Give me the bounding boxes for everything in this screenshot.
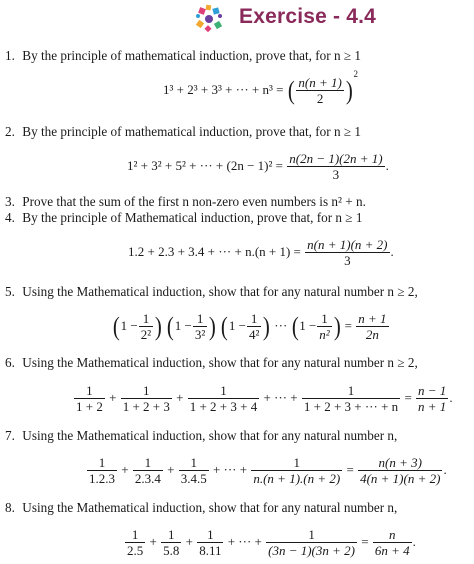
term-one: 1 − [120,317,138,333]
left-paren: ( [287,76,295,105]
numerator: 1 [144,455,152,470]
item-text: Prove that the sum of the first n non-zero even numbers is n² + n. [22,194,366,209]
plus: + [109,389,117,405]
result-fraction [356,312,388,342]
denominator: n.(n + 1).(n + 2) [253,471,341,486]
result-fraction [358,456,442,486]
formula-2: 1² + 3² + 5² + ··· + (2n − 1)² = $\frac{n(2n - 1)(2n + 1)}{3}$ . [127,151,389,182]
item-number: 1. [5,48,15,63]
fraction-1 [139,312,153,342]
denominator: 3 [305,252,389,268]
formula-1 [163,68,359,106]
item-text: Using the Mathematical induction, show that for any natural number n, [22,500,398,515]
denominator: 5.8 [163,543,180,558]
exercise-item-7 [5,428,397,444]
formula-7: $\frac{1}{1.2.3}$ + $\frac{1}{2.3.4}$ + $\frac{1}{3.4.5}$ + ··· + $\frac{1}{n.(n + 1).(n + 2)}$ = $\frac{n(n + 3)}{4(n + 1)(n + 2)}$ . [89,455,447,486]
item-number: 8. [5,500,15,515]
term-one: 1 − [228,317,246,333]
term-one: 1 − [299,317,317,333]
exercise-item-4 [5,210,362,226]
item-number: 6. [5,355,15,370]
denominator: 2² [140,327,152,342]
denominator: 3 [287,166,384,182]
denominator: 1 + 2 + 3 [122,399,170,414]
denominator: n + 1 [418,399,447,414]
chapter-logo-icon [193,4,225,34]
exponent: 2 [353,68,359,79]
denominator: 2n [356,326,388,342]
denominator: n² [319,327,330,342]
exercise-item-2 [5,124,361,140]
formula-4: 1.2 + 2.3 + 3.4 + ··· + n.(n + 1) = $\frac{n(n + 1)(n + 2)}{3}$ . [128,237,394,268]
formula-fraction [305,238,389,268]
equals: = [346,461,354,477]
fraction-4 [302,384,400,414]
formula-8: $\frac{1}{2.5}$ + $\frac{1}{5.8}$ + $\frac{1}{8.11}$ + ··· + $\frac{1}{(3n - 1)(3n + 2)}$ = $\frac{n}{6n + 4}$ . [127,527,416,558]
plus: + [149,533,157,549]
numerator: 1 [190,455,197,470]
formula-6: $\frac{1}{1 + 2}$ + $\frac{1}{1 + 2 + 3}$ + $\frac{1}{1 + 2 + 3 + 4}$ + ··· + $\frac{1}{1 + 2 + 3 + \cdot\cdot\cdot + n}$ = $\frac{n - 1}{n + 1}$ . [76,383,453,414]
page-header [0,2,474,36]
numerator: n + 1 [358,311,387,326]
page-title: Exercise - 4.4 [239,5,377,28]
item-number: 2. [5,124,15,139]
numerator: 1 [207,527,214,542]
item-text: By the principle of Mathematical induction, prove that, for n ≥ 1 [22,210,363,225]
ellipsis: + ··· + [227,533,262,549]
numerator: 1 [293,455,301,470]
denominator: 6n + 4 [374,543,410,558]
fraction-4 [251,456,342,486]
result-fraction [416,384,448,414]
numerator: n(n + 3) [378,455,422,470]
equals: = [344,317,352,333]
numerator: 1 [167,527,175,542]
plus: + [176,389,184,405]
numerator: 1 [131,527,139,542]
denominator: 2.5 [127,543,144,558]
fraction-1 [74,384,105,414]
fraction-3 [247,312,261,342]
numerator: 1 [347,383,355,398]
formula-lhs: 1.2 + 2.3 + 3.4 + ··· + n.(n + 1) = [128,243,301,259]
item-text: Using the Mathematical induction, show that for any natural number n ≥ 2, [22,355,418,370]
denominator: 2.3.4 [134,471,161,486]
denominator: 1.2.3 [89,471,115,486]
numerator: 1 [142,311,150,326]
exercise-item-3 [5,194,366,210]
numerator: 1 [196,311,204,326]
equals: = [404,389,412,405]
fraction-2 [193,312,207,342]
item-number: 5. [5,284,15,299]
fraction-1 [125,528,145,558]
item-number: 7. [5,428,15,443]
item-text: Using the Mathematical induction, show that for any natural number n ≥ 2, [22,284,418,299]
denominator: 1 + 2 + 3 + ··· + n [303,399,399,414]
denominator: 1 + 2 + 3 + 4 [189,399,258,414]
numerator: 1 [86,383,93,398]
numerator: 1 [250,311,258,326]
fraction-2 [133,456,163,486]
item-text: Using the Mathematical induction, show that for any natural number n, [22,428,398,443]
exercise-item-5 [5,284,418,300]
denominator: 4² [248,327,260,342]
numerator: n(n + 1) [298,75,342,90]
denominator: 4(n + 1)(n + 2) [360,471,441,486]
equals: = [361,533,369,549]
item-text: By the principle of mathematical induction, prove that, for n ≥ 1 [22,124,361,139]
denominator: 3² [194,327,206,342]
right-paren: ) [345,76,353,105]
fraction-2 [161,528,181,558]
item-number: 3. [5,194,15,209]
denominator: 3.4.5 [180,471,207,486]
plus: + [185,533,193,549]
formula-fraction [296,76,343,106]
numerator: n [388,527,396,542]
term-one: 1 − [174,317,192,333]
numerator: 1 [321,311,328,326]
numerator: n(n + 1)(n + 2) [307,237,388,252]
fraction-1 [87,456,117,486]
denominator: 2 [296,90,343,106]
exercise-item-1 [5,48,361,64]
fraction-3 [188,384,260,414]
formula-5: (1 − $\frac{1}{\text{2²}}$ ) (1 − $\frac{1}{\text{3²}}$ ) (1 − $\frac{1}{\text{4²}}$ ) ··· (1 − $\frac{1}{\text{n²}}$ ) = $\frac{n + 1}{2n}$ [112,311,387,342]
formula-lhs: 1² + 3² + 5² + ··· + (2n − 1)² = [127,157,283,173]
ellipsis: + ··· + [263,389,298,405]
numerator: 1 [143,383,150,398]
numerator: n(2n − 1)(2n + 1) [289,151,383,166]
result-fraction [373,528,412,558]
item-text: By the principle of mathematical induction, prove that, for n ≥ 1 [22,48,361,63]
fraction-3 [179,456,209,486]
numerator: 1 [98,455,106,470]
exercise-item-8 [5,500,397,516]
exercise-item-6 [5,355,418,371]
plus: + [167,461,175,477]
plus: + [121,461,129,477]
denominator: 8.11 [199,543,222,558]
fraction-4 [266,528,357,558]
denominator: (3n − 1)(3n + 2) [268,543,355,558]
item-number: 4. [5,210,15,225]
formula-fraction [287,152,384,182]
fraction-3 [197,528,223,558]
ellipsis: + ··· + [212,461,248,477]
numerator: 1 [308,527,315,542]
numerator: 1 [220,383,227,398]
fraction-4 [317,312,331,342]
numerator: n − 1 [418,383,447,398]
fraction-2 [121,384,172,414]
ellipsis: ··· [274,317,288,333]
denominator: 1 + 2 [76,399,103,414]
formula-lhs: 1³ + 2³ + 3³ + ··· + n³ = [163,81,284,97]
